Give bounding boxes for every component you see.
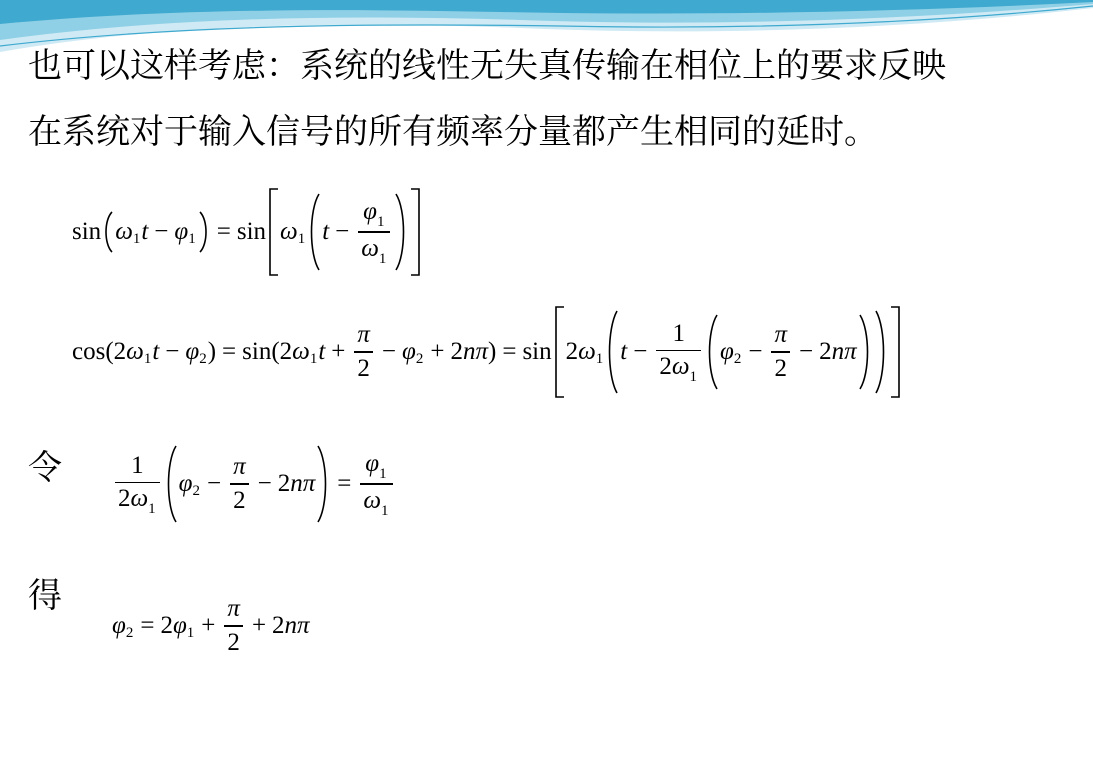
omega: ω — [280, 218, 298, 245]
plus: + — [251, 612, 267, 639]
fraction-pi-over-2 — [224, 593, 243, 659]
paren-right: ) — [488, 338, 497, 365]
omega: ω — [130, 485, 149, 513]
num-2: 2 — [227, 628, 240, 656]
pi: π — [844, 338, 857, 365]
pi: π — [774, 321, 787, 349]
sub-2: 2 — [415, 350, 424, 367]
var-t: t — [141, 218, 149, 245]
minus: − — [799, 338, 814, 365]
omega: ω — [578, 338, 596, 365]
sub-1: 1 — [132, 230, 141, 247]
equals: = — [216, 218, 231, 245]
sub-1: 1 — [148, 501, 156, 518]
paren-left — [306, 192, 322, 272]
fraction-pi-over-2 — [354, 319, 373, 385]
sub-1: 1 — [377, 214, 385, 231]
pi: π — [227, 595, 240, 623]
equals: = — [140, 612, 155, 639]
minus: − — [335, 218, 350, 245]
num-2: 2 — [819, 338, 832, 365]
sin-fn: sin — [522, 338, 552, 365]
omega: ω — [292, 338, 310, 365]
sub-2: 2 — [192, 482, 200, 499]
sub-2: 2 — [199, 350, 207, 367]
minus: − — [165, 338, 180, 365]
sub-1: 1 — [309, 350, 318, 367]
var-t: t — [322, 218, 330, 245]
text-line-1: 也可以这样考虑：系统的线性无失真传输在相位上的要求反映 — [28, 46, 946, 86]
omega: ω — [126, 338, 144, 365]
var-n: n — [462, 338, 476, 365]
pi: π — [302, 470, 316, 497]
sin-fn: sin — [72, 218, 102, 245]
sub-1: 1 — [379, 466, 387, 483]
fraction-pi-over-2 — [230, 451, 249, 517]
plus: + — [430, 338, 445, 365]
paren-right — [393, 192, 409, 272]
num-1: 1 — [131, 451, 144, 479]
pi: π — [475, 338, 489, 365]
equals: = — [502, 338, 517, 365]
pi: π — [357, 321, 370, 349]
phi: φ — [172, 612, 187, 639]
num-2: 2 — [357, 354, 370, 382]
var-n: n — [831, 338, 845, 365]
var-n: n — [284, 612, 298, 639]
var-t: t — [620, 338, 628, 365]
equation-2 — [72, 304, 903, 400]
num-2: 2 — [565, 338, 579, 365]
num-2: 2 — [160, 612, 173, 639]
text-line-2: 在系统对于输入信号的所有频率分量都产生相同的延时。 — [28, 112, 878, 152]
paren-left — [604, 309, 620, 395]
num-2: 2 — [450, 338, 463, 365]
label-ling: 令 — [28, 448, 62, 488]
var-n: n — [290, 470, 303, 497]
paren-right — [857, 313, 873, 391]
sub-2: 2 — [125, 624, 134, 641]
plus: + — [201, 612, 216, 639]
equation-1 — [72, 186, 423, 278]
paren-left — [163, 444, 179, 524]
paren-left — [704, 313, 720, 391]
sub-1: 1 — [378, 250, 387, 267]
equation-4 — [112, 588, 310, 664]
num-2: 2 — [279, 338, 293, 365]
minus: − — [633, 338, 648, 365]
num-2: 2 — [113, 338, 127, 365]
sub-1: 1 — [297, 230, 306, 247]
omega: ω — [361, 234, 379, 262]
plus: + — [331, 338, 346, 365]
fraction-phi1-over-omega1 — [360, 448, 392, 520]
cos-fn: cos — [72, 338, 106, 365]
equals: = — [222, 338, 237, 365]
sub-1: 1 — [188, 230, 196, 247]
phi: φ — [185, 338, 200, 365]
fraction-1-over-2omega1 — [115, 450, 160, 519]
pi: π — [297, 612, 310, 639]
sub-1: 1 — [143, 350, 152, 367]
num-2: 2 — [659, 353, 672, 381]
minus: − — [207, 470, 222, 497]
sub-1: 1 — [689, 369, 698, 386]
omega: ω — [671, 353, 690, 381]
phi: φ — [112, 612, 126, 639]
num-2: 2 — [277, 470, 291, 497]
paren-right — [315, 444, 331, 524]
sin-fn: sin — [236, 218, 267, 245]
bracket-right — [409, 187, 423, 277]
equals: = — [337, 470, 352, 497]
num-2: 2 — [272, 612, 285, 639]
fraction-1-over-2omega1 — [656, 318, 701, 387]
label-de: 得 — [28, 576, 62, 616]
num-1: 1 — [672, 319, 685, 347]
sub-1: 1 — [381, 502, 389, 519]
paren-right — [873, 309, 889, 395]
paren-left — [101, 210, 115, 254]
bracket-left — [266, 187, 280, 277]
paren-left: ( — [271, 338, 280, 365]
var-t: t — [152, 338, 160, 365]
sin-fn: sin — [242, 338, 272, 365]
bracket-left — [552, 305, 566, 399]
minus: − — [154, 218, 169, 245]
sub-1: 1 — [595, 350, 604, 367]
omega: ω — [115, 218, 133, 245]
fraction-phi1-over-omega1 — [358, 196, 390, 268]
bracket-right — [889, 305, 903, 399]
num-2: 2 — [233, 486, 246, 514]
pi: π — [233, 453, 246, 481]
phi: φ — [174, 218, 189, 245]
phi: φ — [365, 450, 380, 478]
sub-1: 1 — [186, 624, 195, 641]
minus: − — [748, 338, 763, 365]
omega: ω — [363, 486, 382, 514]
phi: φ — [402, 338, 416, 365]
num-2: 2 — [118, 485, 131, 513]
var-t: t — [318, 338, 326, 365]
phi: φ — [363, 198, 378, 226]
minus: − — [257, 470, 272, 497]
equation-3 — [112, 442, 396, 526]
sub-2: 2 — [733, 350, 742, 367]
fraction-pi-over-2 — [771, 319, 790, 385]
phi: φ — [178, 470, 193, 497]
minus: − — [381, 338, 397, 365]
num-2: 2 — [774, 354, 787, 382]
paren-left: ( — [105, 338, 114, 365]
phi: φ — [720, 338, 734, 365]
paren-right — [197, 210, 211, 254]
paren-right: ) — [207, 338, 217, 365]
